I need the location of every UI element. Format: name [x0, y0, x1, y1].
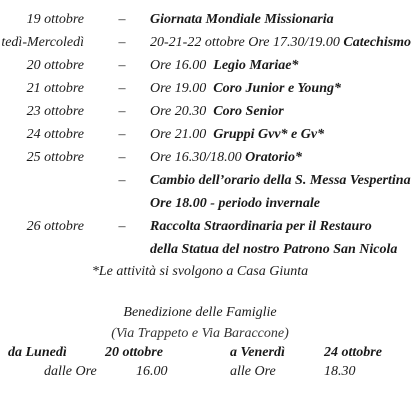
schedule-description [150, 58, 298, 74]
schedule-row [0, 127, 400, 147]
schedule-dash: – [118, 35, 126, 50]
schedule-dash: – [118, 150, 126, 165]
blessing-to-time-label: alle Ore [230, 364, 276, 379]
schedule-event: Ore 18.00 - periodo invernale [150, 196, 320, 211]
schedule-description [150, 219, 372, 235]
activities-note: *Le attività si svolgono a Casa Giunta [91, 264, 309, 279]
blessing-to-time: 18.30 [324, 364, 356, 379]
blessing-from-date: 20 ottobre [105, 345, 163, 360]
schedule-description [150, 196, 320, 212]
schedule-date: 26 ottobre [26, 219, 84, 234]
schedule-date: 23 ottobre [26, 104, 84, 119]
schedule-event: Giornata Mondiale Missionaria [150, 12, 334, 27]
schedule-dash: – [118, 81, 126, 96]
schedule-description [150, 81, 341, 97]
blessing-from-time-label: dalle Ore [44, 364, 97, 379]
schedule-date: 19 ottobre [26, 12, 84, 27]
schedule-event: Raccolta Straordinaria per il Restauro [150, 219, 372, 234]
schedule-row [0, 81, 400, 101]
schedule-description [150, 127, 324, 143]
blessing-from-time: 16.00 [136, 364, 168, 379]
schedule-description [150, 12, 334, 28]
schedule-time: Ore 16.30/18.00 [150, 150, 246, 165]
schedule-row [0, 196, 400, 216]
schedule-time: Ore 21.00 [150, 127, 214, 142]
schedule-time: Ore 20.30 [150, 104, 214, 119]
schedule-row [0, 150, 400, 170]
schedule-dash: – [118, 219, 126, 234]
schedule-dash: – [118, 12, 126, 27]
schedule-dash: – [118, 173, 126, 188]
schedule-event: Coro Senior [213, 104, 284, 119]
schedule-dash: – [118, 104, 126, 119]
blessing-title: Benedizione delle Famiglie [123, 305, 277, 320]
schedule-event: Coro Junior e Young* [213, 81, 341, 96]
schedule-description [150, 173, 411, 189]
schedule-row [0, 173, 411, 193]
schedule-row [0, 104, 400, 124]
schedule-description [150, 150, 302, 166]
blessing-to-label: a Venerdì [230, 345, 285, 360]
schedule-event: Gruppi Gvv* e Gv* [213, 127, 325, 142]
schedule-date: 21 ottobre [26, 81, 84, 96]
schedule-row [0, 12, 400, 32]
schedule-description [150, 242, 397, 258]
blessing-to-date: 24 ottobre [324, 345, 382, 360]
schedule-dash: – [118, 127, 126, 142]
schedule-dash: – [118, 58, 126, 73]
schedule-row [0, 242, 400, 262]
blessing-subtitle: (Via Trappeto e Via Baraccone) [111, 326, 289, 341]
schedule-event: della Statua del nostro Patrono San Nicola [150, 242, 398, 257]
schedule-row [0, 35, 411, 55]
schedule-event: Legio Mariae* [213, 58, 299, 73]
schedule-date: 20 ottobre [26, 58, 84, 73]
schedule-date: 25 ottobre [26, 150, 84, 165]
schedule-date: 24 ottobre [26, 127, 84, 142]
schedule-time: Ore 19.00 [150, 81, 214, 96]
schedule-row [0, 219, 400, 239]
schedule-time: 20-21-22 ottobre Ore 17.30/19.00 [150, 35, 344, 50]
schedule-date: tedì-Mercoledì [1, 35, 84, 50]
blessing-from-label: da Lunedì [8, 345, 67, 360]
schedule-description [150, 35, 411, 51]
schedule-event: Cambio dell’orario della S. Messa Vespertina [150, 173, 411, 188]
schedule-event: Oratorio* [245, 150, 302, 165]
schedule-time: Ore 16.00 [150, 58, 214, 73]
schedule-description [150, 104, 284, 120]
schedule-row [0, 58, 400, 78]
schedule-event: Catechismo [343, 35, 411, 50]
